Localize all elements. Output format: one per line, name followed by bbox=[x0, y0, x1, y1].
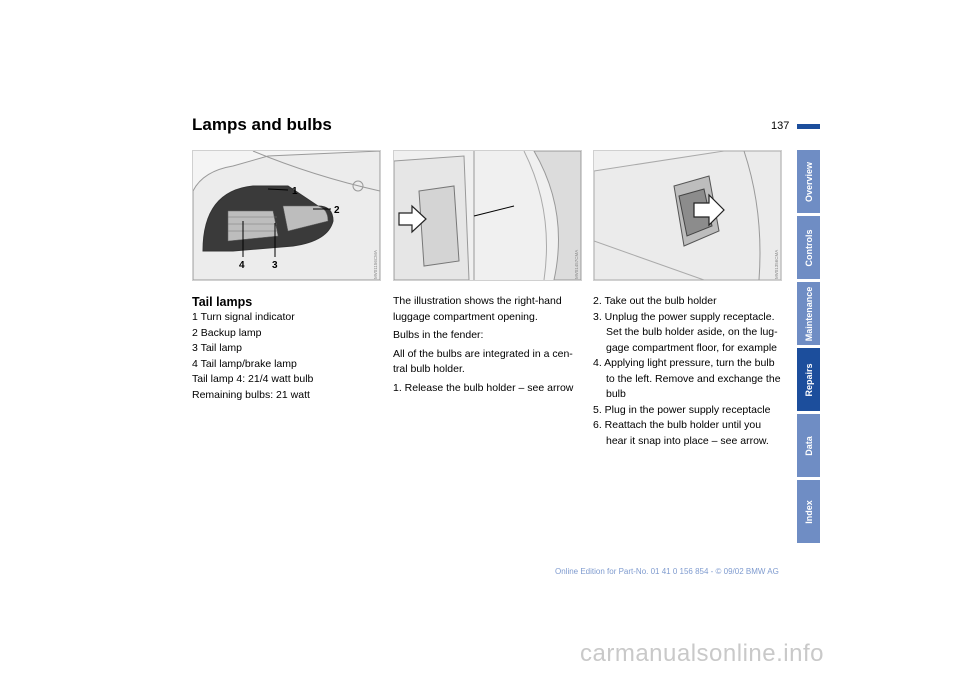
luggage-compartment-illustration bbox=[393, 150, 582, 281]
instructions-column-2 bbox=[593, 294, 785, 449]
step-item: 2. Take out the bulb holder bbox=[593, 295, 717, 307]
tab-maintenance[interactable]: Maintenance bbox=[797, 282, 820, 345]
instructions-column-1 bbox=[393, 294, 580, 396]
figure-code: MV01356CMA bbox=[774, 249, 779, 279]
step-item: 4. Applying light pressure, turn the bulb to the left. Remove and exchange the bulb bbox=[593, 357, 781, 400]
callout-1: 1 bbox=[292, 186, 298, 197]
tab-repairs[interactable]: Repairs bbox=[797, 348, 820, 411]
footer-edition-note: Online Edition for Part-No. 01 41 0 156 854 - © 09/02 BMW AG bbox=[555, 567, 779, 576]
callout-3: 3 bbox=[272, 260, 278, 271]
tail-lamps-section bbox=[192, 294, 380, 403]
tab-controls[interactable]: Controls bbox=[797, 216, 820, 279]
step-item: 3. Unplug the power supply receptacle. Set the bulb holder aside, on the lug-gage compartment floor, for example bbox=[593, 310, 778, 354]
bulb-holder-illustration bbox=[593, 150, 782, 281]
body-text: Tail lamp 4: 21/4 watt bulb bbox=[192, 373, 314, 385]
page-title: Lamps and bulbs bbox=[192, 115, 332, 134]
section-heading: Tail lamps bbox=[192, 295, 253, 309]
callout-4: 4 bbox=[239, 260, 245, 271]
tab-overview[interactable]: Overview bbox=[797, 150, 820, 213]
callout-2: 2 bbox=[334, 205, 340, 216]
figure-code: MV01156CMA bbox=[373, 250, 378, 279]
figure-code: MV01457CMA bbox=[574, 249, 579, 279]
body-text: All of the bulbs are integrated in a cen-tral bulb holder. bbox=[393, 347, 573, 375]
page-number: 137 bbox=[771, 120, 790, 132]
list-item: 1 Turn signal indicator bbox=[192, 311, 295, 323]
step-item: 5. Plug in the power supply receptacle bbox=[593, 403, 771, 416]
watermark: carmanualsonline.info bbox=[580, 640, 824, 667]
list-item: 2 Backup lamp bbox=[192, 326, 262, 339]
step-item: 1. Release the bulb holder – see arrow bbox=[393, 381, 574, 394]
body-text: Remaining bulbs: 21 watt bbox=[192, 388, 310, 401]
step-item: 6. Reattach the bulb holder until you hear it snap into place – see arrow. bbox=[593, 419, 769, 447]
tab-data[interactable]: Data bbox=[797, 414, 820, 477]
page-number-bar bbox=[797, 124, 820, 129]
tab-index[interactable]: Index bbox=[797, 480, 820, 543]
list-item: 3 Tail lamp bbox=[192, 342, 242, 354]
body-text: Bulbs in the fender: bbox=[393, 329, 484, 341]
tail-lamp-illustration bbox=[192, 150, 381, 281]
chapter-tabs bbox=[797, 150, 820, 546]
list-item: 4 Tail lamp/brake lamp bbox=[192, 357, 297, 370]
body-text: The illustration shows the right-hand luggage compartment opening. bbox=[393, 295, 562, 323]
